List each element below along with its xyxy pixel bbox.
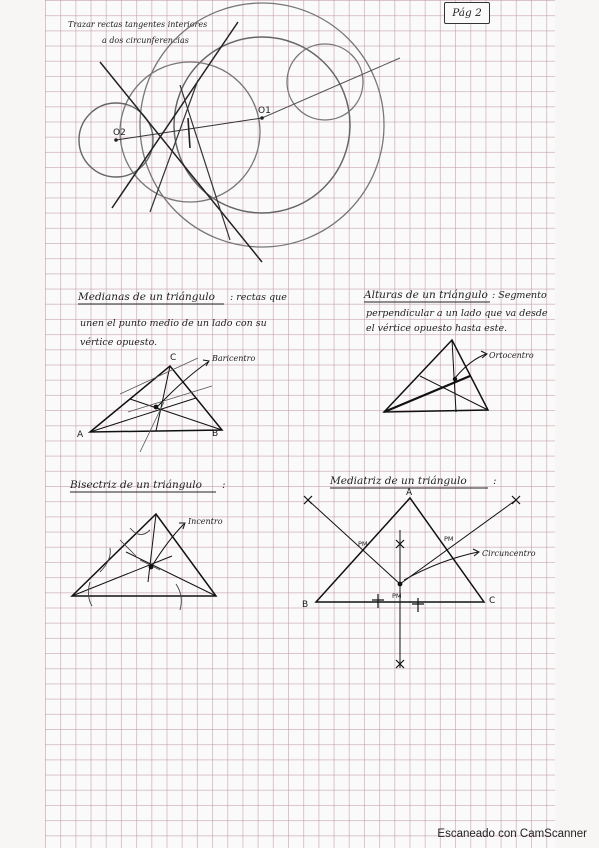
bisectors-title: Bisectriz de un triángulo [70, 479, 202, 491]
bisector-from-left [72, 556, 172, 596]
tangent-line-3 [150, 80, 198, 212]
center-o1-point [260, 116, 264, 120]
tangent-title-line1: Trazar rectas tangentes interiores [68, 20, 208, 29]
bisectors-triangle [72, 514, 216, 596]
perp-bisectors-title: Mediatriz de un triángulo [330, 475, 467, 487]
bisectors-section [69, 479, 226, 610]
page-number-tag: Pág 2 [444, 2, 490, 24]
medians-section [77, 291, 287, 452]
medians-triangle [90, 366, 222, 432]
perp-bisector-ac [400, 500, 516, 584]
cross-mark-1 [304, 496, 312, 504]
incentro-label: Incentro [188, 517, 223, 526]
cross-mark-2 [512, 496, 520, 504]
perp-vertex-b: B [302, 600, 309, 610]
perp-vertex-a: A [406, 488, 413, 498]
altitudes-text-line2: perpendicular a un lado que va desde [366, 308, 548, 319]
ortocentro-point [453, 377, 457, 381]
bisector-mark-1 [120, 540, 136, 556]
baricentro-point [154, 405, 159, 410]
bisector-from-top [148, 514, 156, 582]
right-construction-circle [287, 44, 363, 120]
medians-vertex-c: C [170, 353, 177, 363]
o1-label: O1 [258, 106, 271, 116]
circuncentro-arrow [404, 552, 478, 580]
pm-label-ab: PM [358, 540, 368, 548]
medians-vertex-b: B [212, 429, 219, 439]
bisector-arc-1 [100, 548, 110, 572]
altitudes-text-line3: el vértice opuesto hasta este. [366, 323, 508, 334]
tangent-mark [188, 118, 190, 148]
medians-text-line3: vértice opuesto. [80, 337, 158, 348]
medians-title: Medianas de un triángulo [78, 291, 215, 303]
altitudes-triangle [384, 340, 488, 412]
o2-label: O2 [113, 128, 126, 138]
median-construction-3 [140, 402, 164, 452]
tangent-line-4 [180, 85, 230, 240]
incentro-point [149, 565, 154, 570]
baricentro-label: Baricentro [212, 354, 256, 363]
pm-label-bc: PM [392, 592, 402, 600]
perp-vertex-c: C [489, 596, 496, 606]
median-construction-1 [120, 358, 198, 394]
bisector-from-right [126, 552, 216, 596]
altitude-from-top [452, 340, 456, 412]
medians-vertex-a: A [77, 430, 84, 440]
scanner-watermark: Escaneado con CamScanner [437, 828, 587, 840]
altitudes-title: Alturas de un triángulo [364, 289, 488, 301]
ortocentro-label: Ortocentro [489, 351, 534, 360]
construction-arc-circle [120, 62, 260, 202]
circuncentro-label: Circuncentro [482, 549, 536, 558]
medians-text-line2: unen el punto medio de un lado con su [80, 318, 267, 329]
baricentro-arrow [158, 362, 208, 406]
perp-bisectors-section [302, 475, 536, 668]
perp-bisector-ab [308, 500, 400, 584]
bisectors-colon: : [222, 479, 226, 491]
center-o2-point [114, 138, 118, 142]
tangent-construction [68, 3, 400, 262]
tangent-title-line2: a dos circunferencias [102, 36, 189, 45]
medians-text-line1: : rectas que [230, 292, 287, 303]
circuncentro-point [398, 582, 403, 587]
altitudes-section [363, 289, 548, 412]
cross-mark-5 [372, 594, 384, 608]
bisector-arc-2 [176, 584, 181, 610]
cross-mark-6 [412, 598, 424, 612]
perp-bisectors-colon: : [493, 475, 497, 487]
tangent-line-2 [112, 22, 238, 208]
auxiliary-line [262, 58, 400, 118]
bisector-arc-4 [88, 582, 92, 606]
pm-label-ac: PM [444, 535, 454, 543]
altitudes-text-line1: : Segmento [492, 290, 547, 301]
